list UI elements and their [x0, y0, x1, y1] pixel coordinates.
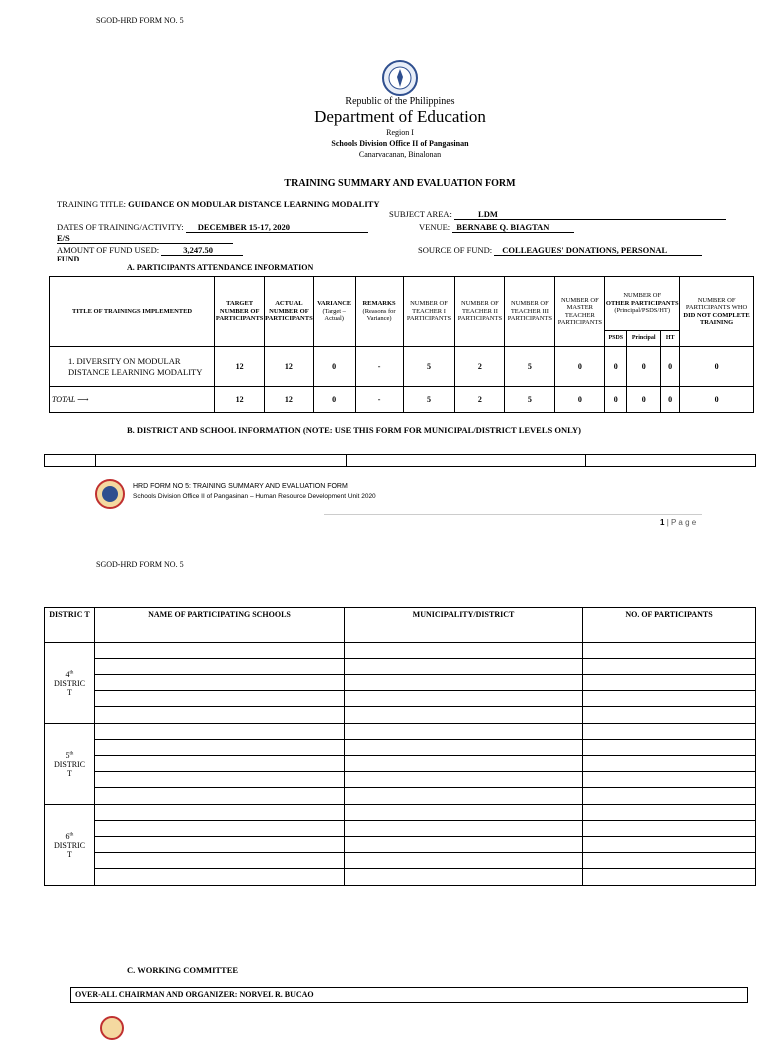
header-remarks: REMARKS (Reasons for Variance)	[355, 277, 403, 347]
section-b-note: (NOTE: USE THIS FORM FOR MUNICIPAL/DISTRICT LEVELS ONLY)	[302, 425, 581, 435]
cell-master-teacher: 0	[555, 347, 605, 387]
header-psds: PSDS	[605, 331, 627, 347]
cell-teacher3: 5	[505, 347, 555, 387]
section-a-title: A. PARTICIPANTS ATTENDANCE INFORMATION	[127, 263, 314, 272]
footer-subtitle: Schools Division Office II of Pangasinan – Human Resource Development Unit 2020	[133, 493, 376, 500]
form-number: SGOD-HRD FORM NO. 5	[96, 16, 184, 25]
footer-rule	[324, 514, 702, 515]
cell-variance: 0	[313, 387, 355, 413]
form-title: TRAINING SUMMARY AND EVALUATION FORM	[284, 178, 516, 189]
district-6: 6th DISTRIC T	[45, 805, 95, 886]
form-number-page2: SGOD-HRD FORM NO. 5	[96, 560, 184, 569]
header-target: TARGET NUMBER OF PARTICIPANTS	[215, 277, 265, 347]
cell-incomplete: 0	[680, 387, 754, 413]
cell-target: 12	[215, 387, 265, 413]
chairman-box: OVER-ALL CHAIRMAN AND ORGANIZER: NORVEL R. BUCAO	[70, 987, 748, 1003]
header-master-teacher: NUMBER OF MASTER TEACHER PARTICIPANTS	[555, 277, 605, 347]
row-title: 1. DIVERSITY ON MODULAR DISTANCE LEARNING MODALITY	[50, 347, 215, 387]
cell-principal: 0	[627, 387, 661, 413]
cell-target: 12	[215, 347, 265, 387]
schools-table	[44, 607, 756, 886]
training-title-value: GUIDANCE ON MODULAR DISTANCE LEARNING MODALITY	[128, 199, 380, 209]
cell-remarks: -	[355, 347, 403, 387]
cell-psds: 0	[605, 387, 627, 413]
header-school-name: NAME OF PARTICIPATING SCHOOLS	[95, 608, 345, 643]
header-incomplete: NUMBER OF PARTICIPANTS WHO DID NOT COMPLETE TRAINING	[680, 277, 754, 347]
dates-value: DECEMBER 15-17, 2020	[186, 222, 368, 233]
venue-value: BERNABE Q. BIAGTAN	[452, 222, 574, 233]
header-ht: HT	[661, 331, 680, 347]
department-title: Department of Education	[314, 107, 486, 126]
district-4: 4th DISTRIC T	[45, 643, 95, 724]
header-teacher3: NUMBER OF TEACHER III PARTICIPANTS	[505, 277, 555, 347]
table-row	[50, 347, 754, 387]
region: Region I	[386, 128, 414, 137]
fund-used-value: 3,247.50	[161, 245, 243, 256]
header-actual: ACTUAL NUMBER OF PARTICIPANTS	[265, 277, 314, 347]
subject-area-field: SUBJECT AREA: LDM	[389, 209, 726, 220]
cell-teacher1: 5	[403, 387, 455, 413]
cell-psds: 0	[605, 347, 627, 387]
header-participants: NO. OF PARTICIPANTS	[583, 608, 756, 643]
header-district: DISTRIC T	[45, 608, 95, 643]
cell-actual: 12	[265, 347, 314, 387]
cell-teacher3: 5	[505, 387, 555, 413]
training-title-field: TRAINING TITLE: GUIDANCE ON MODULAR DISTANCE LEARNING MODALITY	[57, 199, 380, 209]
division: Schools Division Office II of Pangasinan	[331, 139, 469, 148]
district-5: 5th DISTRIC T	[45, 724, 95, 805]
header-teacher2: NUMBER OF TEACHER II PARTICIPANTS	[455, 277, 505, 347]
cell-master-teacher: 0	[555, 387, 605, 413]
row-total-label: TOTAL ⟶	[50, 387, 215, 413]
address: Canarvacanan, Binalonan	[358, 150, 442, 159]
dates-field: DATES OF TRAINING/ACTIVITY: DECEMBER 15-17, 2020	[57, 222, 368, 233]
attendance-table	[49, 276, 754, 413]
cell-teacher2: 2	[455, 387, 505, 413]
cell-ht: 0	[661, 347, 680, 387]
subject-area-value: LDM	[454, 209, 726, 220]
venue-field: VENUE: BERNABE Q. BIAGTAN	[419, 222, 574, 233]
header-other-participants: NUMBER OF OTHER PARTICIPANTS (Principal/PSDS/HT)	[605, 277, 680, 331]
page-number: 1 | P a g e	[660, 518, 697, 527]
district-header-strip	[44, 454, 756, 467]
table-row	[50, 387, 754, 413]
footer-title: HRD FORM NO 5: TRAINING SUMMARY AND EVALUATION FORM	[133, 483, 348, 490]
cell-actual: 12	[265, 387, 314, 413]
source-fund-value: COLLEAGUES' DONATIONS, PERSONAL	[494, 245, 702, 256]
source-fund-continuation: FUND	[57, 255, 80, 261]
cell-remarks: -	[355, 387, 403, 413]
deped-seal-icon	[382, 60, 418, 96]
header-principal: Principal	[627, 331, 661, 347]
section-c-title: C. WORKING COMMITTEE	[127, 965, 239, 975]
fund-used-field: AMOUNT OF FUND USED: 3,247.50	[57, 245, 243, 256]
cell-principal: 0	[627, 347, 661, 387]
header-title: TITLE OF TRAININGS IMPLEMENTED	[50, 277, 215, 347]
header-teacher1: NUMBER OF TEACHER I PARTICIPANTS	[403, 277, 455, 347]
republic-line: Republic of the Philippines	[345, 96, 455, 107]
cell-variance: 0	[313, 347, 355, 387]
sdo-seal-icon	[95, 479, 125, 509]
source-fund-field: SOURCE OF FUND: COLLEAGUES' DONATIONS, PERSONAL	[418, 245, 702, 256]
sdo-seal-icon-page2	[100, 1016, 124, 1040]
cell-teacher2: 2	[455, 347, 505, 387]
cell-incomplete: 0	[680, 347, 754, 387]
cell-ht: 0	[661, 387, 680, 413]
venue-continuation: E/S	[57, 233, 233, 244]
header-municipality: MUNICIPALITY/DISTRICT	[345, 608, 583, 643]
section-b-title: B. DISTRICT AND SCHOOL INFORMATION (NOTE: USE THIS FORM FOR MUNICIPAL/DISTRICT LEVELS ONLY)	[127, 425, 581, 435]
cell-teacher1: 5	[403, 347, 455, 387]
header-variance: VARIANCE (Target – Actual)	[313, 277, 355, 347]
